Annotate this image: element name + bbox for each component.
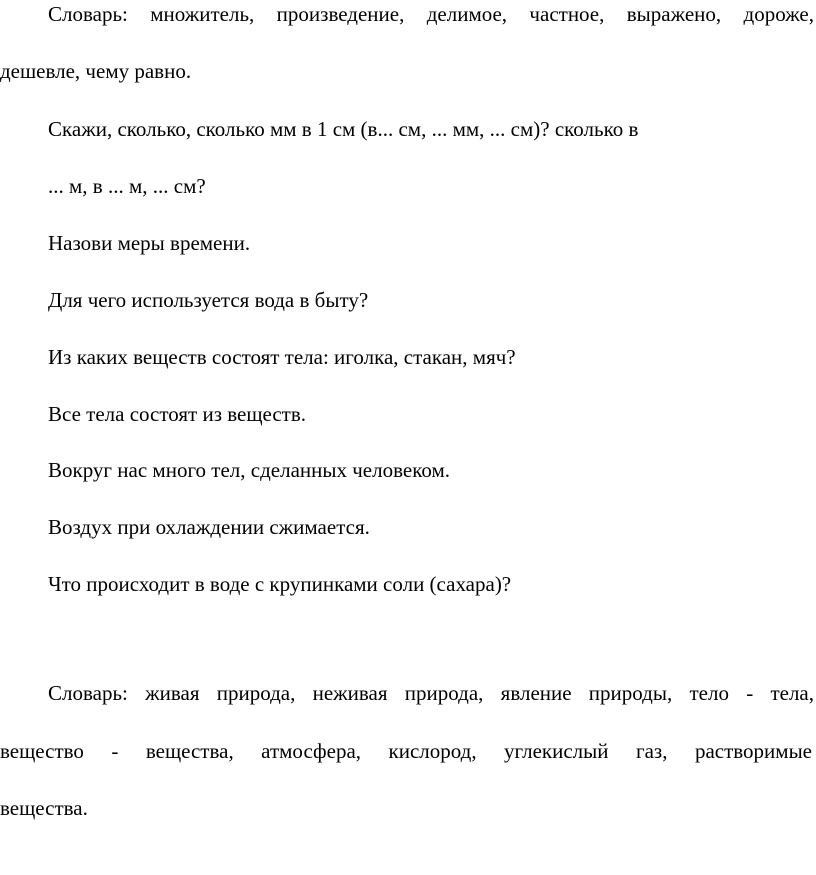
vocab-1-line-1: Словарь: множитель, произведение, делимое, частное, выражено, дороже,: [48, 2, 814, 26]
statement-air-compress: Воздух при охлаждении сжимается.: [48, 515, 370, 539]
question-substances: Из каких веществ состоят тела: иголка, стакан, мяч?: [48, 345, 516, 369]
vocab-1-line-2: дешевле, чему равно.: [0, 59, 192, 83]
question-measure-line-1: Скажи, сколько, сколько мм в 1 см (в... см, ... мм, ... см)? сколько в: [48, 117, 639, 141]
question-water-use: Для чего используется вода в быту?: [48, 288, 369, 312]
statement-substances: Все тела состоят из веществ.: [48, 402, 307, 426]
vocab-2-line-1: Словарь: живая природа, неживая природа, явление природы, тело - тела,: [48, 681, 814, 705]
question-salt-water: Что происходит в воде с крупинками соли (сахара)?: [48, 572, 512, 596]
statement-man-made: Вокруг нас много тел, сделанных человеком.: [48, 458, 450, 482]
question-time-measures: Назови меры времени.: [48, 231, 251, 255]
vocab-2-line-3: вещества.: [0, 796, 88, 820]
question-measure-line-2: ... м, в ... м, ... см?: [48, 174, 206, 198]
vocab-2-line-2: вещество - вещества, атмосфера, кислород, углекислый газ, растворимые: [0, 739, 812, 763]
